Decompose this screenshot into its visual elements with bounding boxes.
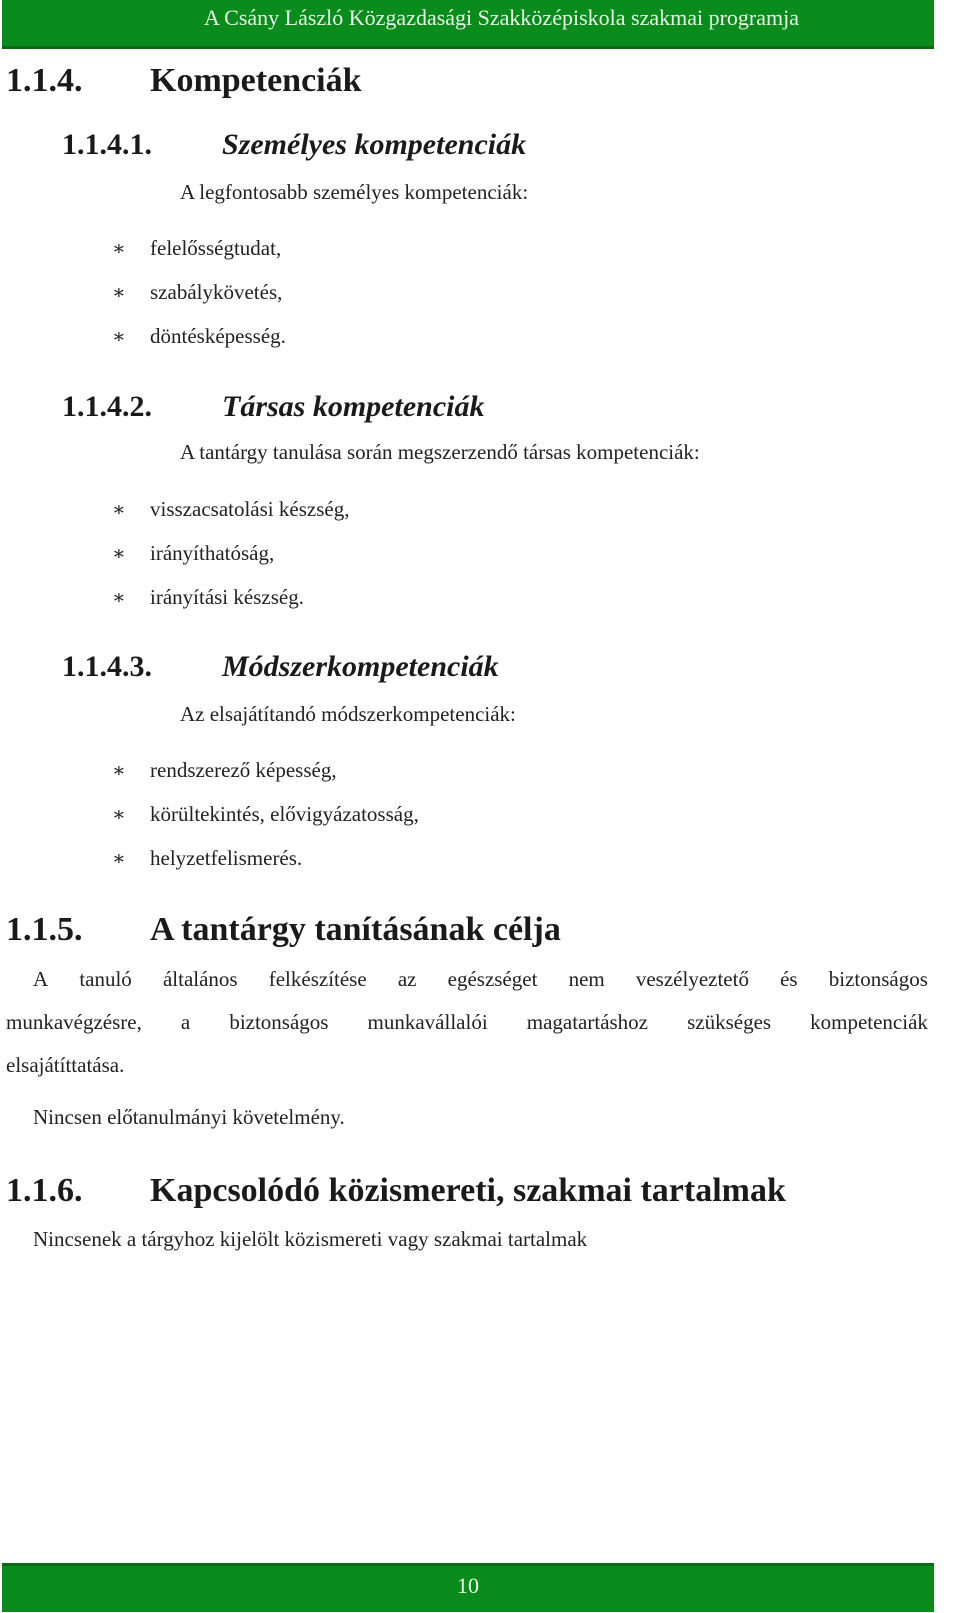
list-item: ∗ irányíthatóság, [112, 541, 275, 565]
section-heading-1-1-5 [6, 911, 561, 949]
subsection-heading-1-1-4-2 [62, 390, 485, 424]
paragraph-aim [6, 967, 928, 1078]
subsection-number: 1.1.4.3. [62, 650, 152, 683]
section-title: A tantárgy tanításának célja [150, 911, 561, 948]
page-header-title: A Csány László Közgazdasági Szakközépiskola szakmai programja [203, 5, 799, 30]
list-item: ∗ irányítási készség. [112, 585, 304, 609]
bullet-icon: ∗ [112, 804, 126, 826]
bullet-icon: ∗ [112, 543, 126, 565]
list-item: ∗ visszacsatolási készség, [112, 497, 350, 521]
section-number: 1.1.4. [6, 62, 83, 99]
bullet-icon: ∗ [112, 282, 126, 304]
bullet-icon: ∗ [112, 760, 126, 782]
section-heading-1-1-6 [6, 1172, 786, 1210]
section-title: Kapcsolódó közismereti, szakmai tartalmak [150, 1172, 786, 1209]
page-footer-bar [2, 1563, 934, 1612]
bullet-icon: ∗ [112, 848, 126, 870]
subsection-intro: A legfontosabb személyes kompetenciák: [180, 180, 529, 204]
list-item: ∗ döntésképesség. [112, 324, 286, 348]
subsection-title: Társas kompetenciák [222, 390, 485, 423]
list-item: ∗ rendszerező képesség, [112, 758, 337, 782]
list-item: ∗ helyzetfelismerés. [112, 846, 303, 870]
subsection-number: 1.1.4.2. [62, 390, 152, 423]
subsection-intro: Az elsajátítandó módszerkompetenciák: [180, 702, 516, 726]
prerequisite-note: Nincsen előtanulmányi követelmény. [33, 1105, 345, 1129]
paragraph-line: elsajátíttatása. [6, 1053, 125, 1077]
subsection-intro: A tantárgy tanulása során megszerzendő társas kompetenciák: [180, 440, 700, 464]
subsection-heading-1-1-4-3 [62, 650, 499, 684]
bullet-icon: ∗ [112, 499, 126, 521]
list-item: ∗ szabálykövetés, [112, 280, 283, 304]
bullet-icon: ∗ [112, 587, 126, 609]
list-item: ∗ körültekintés, elővigyázatosság, [112, 802, 419, 826]
paragraph-line: A tanuló általános felkészítése az egészséget nem veszélyeztető és biztonságos [33, 967, 928, 991]
page-number: 10 [457, 1573, 479, 1598]
subsection-title: Személyes kompetenciák [222, 128, 527, 161]
paragraph-line: munkavégzésre, a biztonságos munkavállalói magatartáshoz szükséges kompetenciák [6, 1010, 928, 1034]
section-number: 1.1.5. [6, 911, 83, 948]
subsection-heading-1-1-4-1 [62, 128, 526, 162]
section-heading-1-1-4 [6, 62, 362, 100]
section-title: Kompetenciák [150, 62, 362, 99]
bullet-icon: ∗ [112, 238, 126, 260]
list-item: ∗ felelősségtudat, [112, 236, 282, 260]
related-content-text: Nincsenek a tárgyhoz kijelölt közismereti vagy szakmai tartalmak [33, 1227, 588, 1251]
subsection-number: 1.1.4.1. [62, 128, 152, 161]
section-number: 1.1.6. [6, 1172, 83, 1209]
bullet-icon: ∗ [112, 326, 126, 348]
page-header-bar [2, 0, 934, 49]
subsection-title: Módszerkompetenciák [222, 650, 499, 683]
